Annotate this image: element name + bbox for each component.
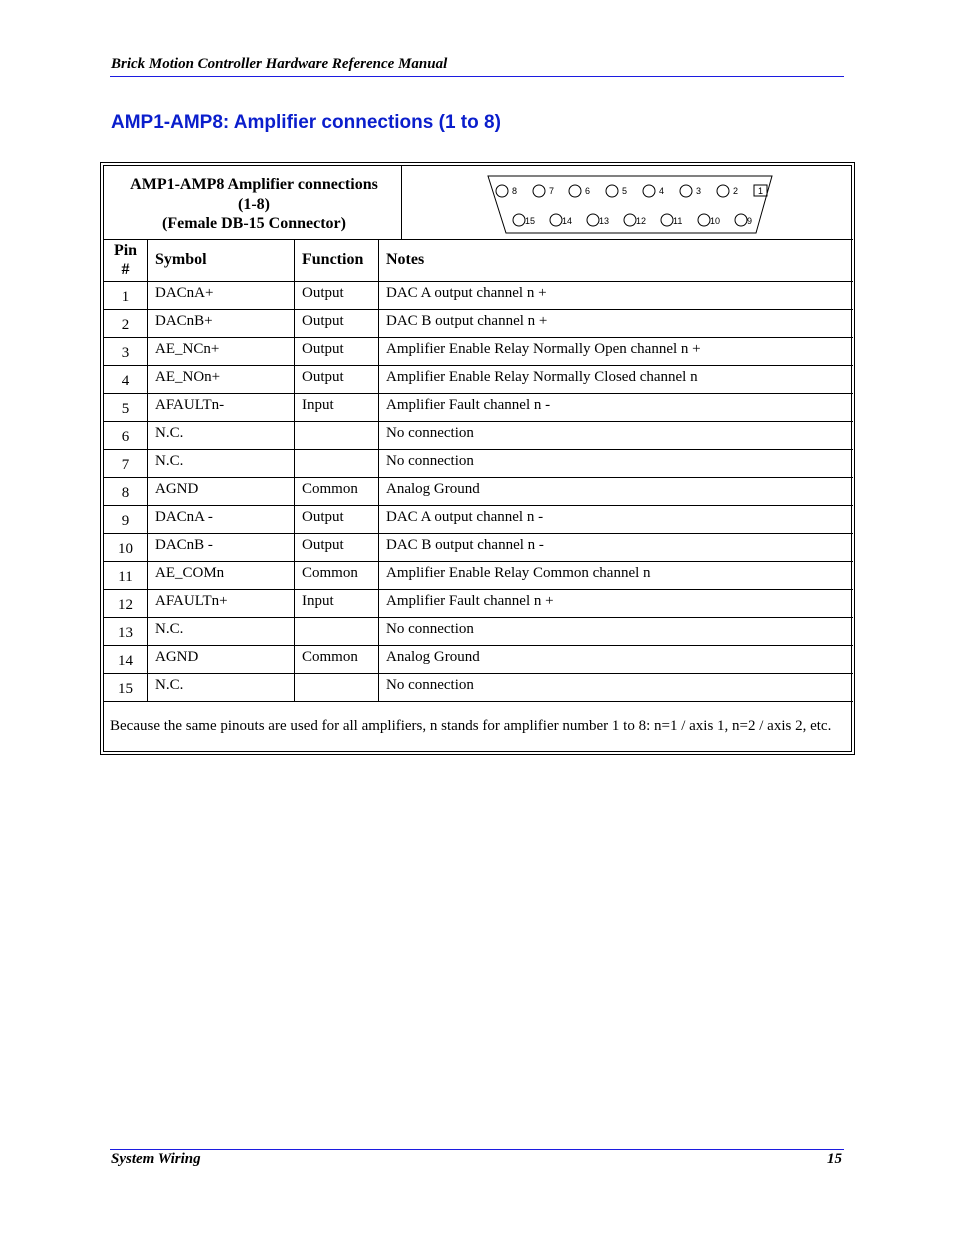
- cell-notes: DAC B output channel n +: [386, 313, 548, 329]
- cell-notes: DAC B output channel n -: [386, 537, 544, 553]
- pin-number-label: 5: [622, 186, 628, 196]
- cell-symbol: N.C.: [155, 425, 184, 441]
- cell-symbol: AE_NCn+: [155, 341, 220, 357]
- section-title: AMP1-AMP8: Amplifier connections (1 to 8): [111, 112, 501, 133]
- cell-function: Input: [302, 593, 334, 609]
- cell-notes: No connection: [386, 677, 474, 693]
- col-header-pin-line: Pin: [113, 242, 138, 259]
- pin-hole: [624, 214, 636, 226]
- cell-function: Output: [302, 341, 344, 357]
- cell-pin: 12: [118, 597, 133, 613]
- running-header: Brick Motion Controller Hardware Reference Manual: [111, 56, 448, 72]
- caption-divider: [401, 166, 402, 239]
- cell-notes: Amplifier Fault channel n +: [386, 593, 554, 609]
- footer-section-name: System Wiring: [111, 1151, 201, 1167]
- cell-notes: Amplifier Enable Relay Common channel n: [386, 565, 651, 581]
- pin-hole: [533, 185, 545, 197]
- cell-symbol: AE_COMn: [155, 565, 225, 581]
- cell-symbol: DACnB+: [155, 313, 213, 329]
- pin-hole: [680, 185, 692, 197]
- pin-number-label: 2: [733, 186, 739, 196]
- cell-function: Common: [302, 565, 358, 581]
- row-divider: [104, 701, 853, 702]
- cell-symbol: DACnA+: [155, 285, 214, 301]
- cell-notes: No connection: [386, 621, 474, 637]
- cell-function: Output: [302, 313, 344, 329]
- cell-notes: DAC A output channel n +: [386, 285, 547, 301]
- pin-number-label: 15: [525, 216, 536, 226]
- table-caption: [107, 175, 401, 234]
- header-rule: [110, 76, 844, 77]
- pin-number-label: 13: [599, 216, 610, 226]
- row-divider: [104, 449, 853, 450]
- cell-notes: Analog Ground: [386, 481, 480, 497]
- row-divider: [104, 337, 853, 338]
- pin-number-label: 1: [758, 186, 764, 196]
- cell-function: Common: [302, 649, 358, 665]
- col-header-function: Function: [302, 251, 364, 268]
- row-divider: [104, 645, 853, 646]
- pin-number-label: 4: [659, 186, 665, 196]
- pin-hole: [496, 185, 508, 197]
- cell-pin: 9: [121, 513, 130, 529]
- row-divider: [104, 561, 853, 562]
- pin-hole: [606, 185, 618, 197]
- pinout-table: [100, 162, 855, 755]
- cell-symbol: AFAULTn+: [155, 593, 228, 609]
- pin-number-label: 7: [549, 186, 555, 196]
- pin-hole: [717, 185, 729, 197]
- row-divider: [104, 673, 853, 674]
- cell-symbol: N.C.: [155, 621, 184, 637]
- pin-hole: [587, 214, 599, 226]
- cell-symbol: N.C.: [155, 677, 184, 693]
- row-divider: [104, 533, 853, 534]
- pin-hole: [513, 214, 525, 226]
- col-header-pin-line: #: [121, 261, 130, 278]
- cell-pin: 15: [118, 681, 133, 697]
- cell-symbol: AGND: [155, 649, 199, 665]
- cell-function: Output: [302, 537, 344, 553]
- cell-function: Input: [302, 397, 334, 413]
- cell-pin: 11: [118, 569, 133, 585]
- row-divider: [104, 505, 853, 506]
- row-divider: [104, 617, 853, 618]
- cell-pin: 7: [121, 457, 130, 473]
- pin-hole: [550, 214, 562, 226]
- footer-rule: [110, 1149, 844, 1150]
- cell-notes: Amplifier Enable Relay Normally Open channel n +: [386, 341, 701, 357]
- cell-function: Common: [302, 481, 358, 497]
- table-footnote: Because the same pinouts are used for all amplifiers, n stands for amplifier number 1 to 8: n=1 / axis 1, n=2 / axis 2, etc.: [110, 718, 832, 734]
- cell-symbol: AFAULTn-: [155, 397, 225, 413]
- pin-number-label: 10: [710, 216, 721, 226]
- pin-number-label: 11: [673, 216, 683, 226]
- cell-notes: Amplifier Enable Relay Normally Closed channel n: [386, 369, 698, 385]
- cell-pin: 5: [121, 401, 130, 417]
- row-divider: [104, 365, 853, 366]
- pin-hole: [643, 185, 655, 197]
- pin-number-label: 14: [562, 216, 573, 226]
- cell-symbol: DACnB -: [155, 537, 213, 553]
- caption-line: (1-8): [238, 195, 270, 213]
- col-header-symbol: Symbol: [155, 251, 207, 268]
- row-divider: [104, 239, 853, 240]
- pin-hole: [569, 185, 581, 197]
- row-divider: [104, 309, 853, 310]
- cell-notes: No connection: [386, 425, 474, 441]
- cell-pin: 8: [121, 485, 130, 501]
- row-divider: [104, 477, 853, 478]
- pin-hole: [735, 214, 747, 226]
- cell-notes: Amplifier Fault channel n -: [386, 397, 551, 413]
- pin-number-label: 9: [747, 216, 753, 226]
- col-header-pin: [104, 241, 147, 279]
- cell-pin: 10: [118, 541, 133, 557]
- pin-hole: [661, 214, 673, 226]
- caption-line: AMP1-AMP8 Amplifier connections: [130, 176, 378, 193]
- cell-pin: 2: [121, 317, 130, 333]
- pin-number-label: 12: [636, 216, 647, 226]
- cell-function: Output: [302, 509, 344, 525]
- cell-pin: 13: [118, 625, 133, 641]
- cell-function: Output: [302, 285, 344, 301]
- cell-symbol: AGND: [155, 481, 199, 497]
- cell-symbol: DACnA -: [155, 509, 213, 525]
- col-header-notes: Notes: [386, 251, 425, 268]
- cell-pin: 1: [121, 289, 130, 305]
- pin-number-label: 3: [696, 186, 702, 196]
- cell-symbol: N.C.: [155, 453, 184, 469]
- connector-pins: [496, 185, 767, 226]
- db15-connector-diagram: [480, 171, 780, 235]
- cell-symbol: AE_NOn+: [155, 369, 221, 385]
- caption-line: (Female DB-15 Connector): [162, 215, 346, 232]
- cell-function: Output: [302, 369, 344, 385]
- footer-page-number: 15: [827, 1151, 842, 1167]
- row-divider: [104, 589, 853, 590]
- cell-notes: DAC A output channel n -: [386, 509, 544, 525]
- cell-pin: 4: [121, 373, 130, 389]
- cell-notes: No connection: [386, 453, 474, 469]
- cell-pin: 3: [121, 345, 130, 361]
- pin-hole: [698, 214, 710, 226]
- pin-number-label: 6: [585, 186, 591, 196]
- cell-pin: 14: [118, 653, 133, 669]
- row-divider: [104, 421, 853, 422]
- row-divider: [104, 281, 853, 282]
- pin-number-label: 8: [512, 186, 518, 196]
- cell-pin: 6: [121, 429, 130, 445]
- cell-notes: Analog Ground: [386, 649, 480, 665]
- row-divider: [104, 393, 853, 394]
- pinout-table-inner: [103, 165, 852, 752]
